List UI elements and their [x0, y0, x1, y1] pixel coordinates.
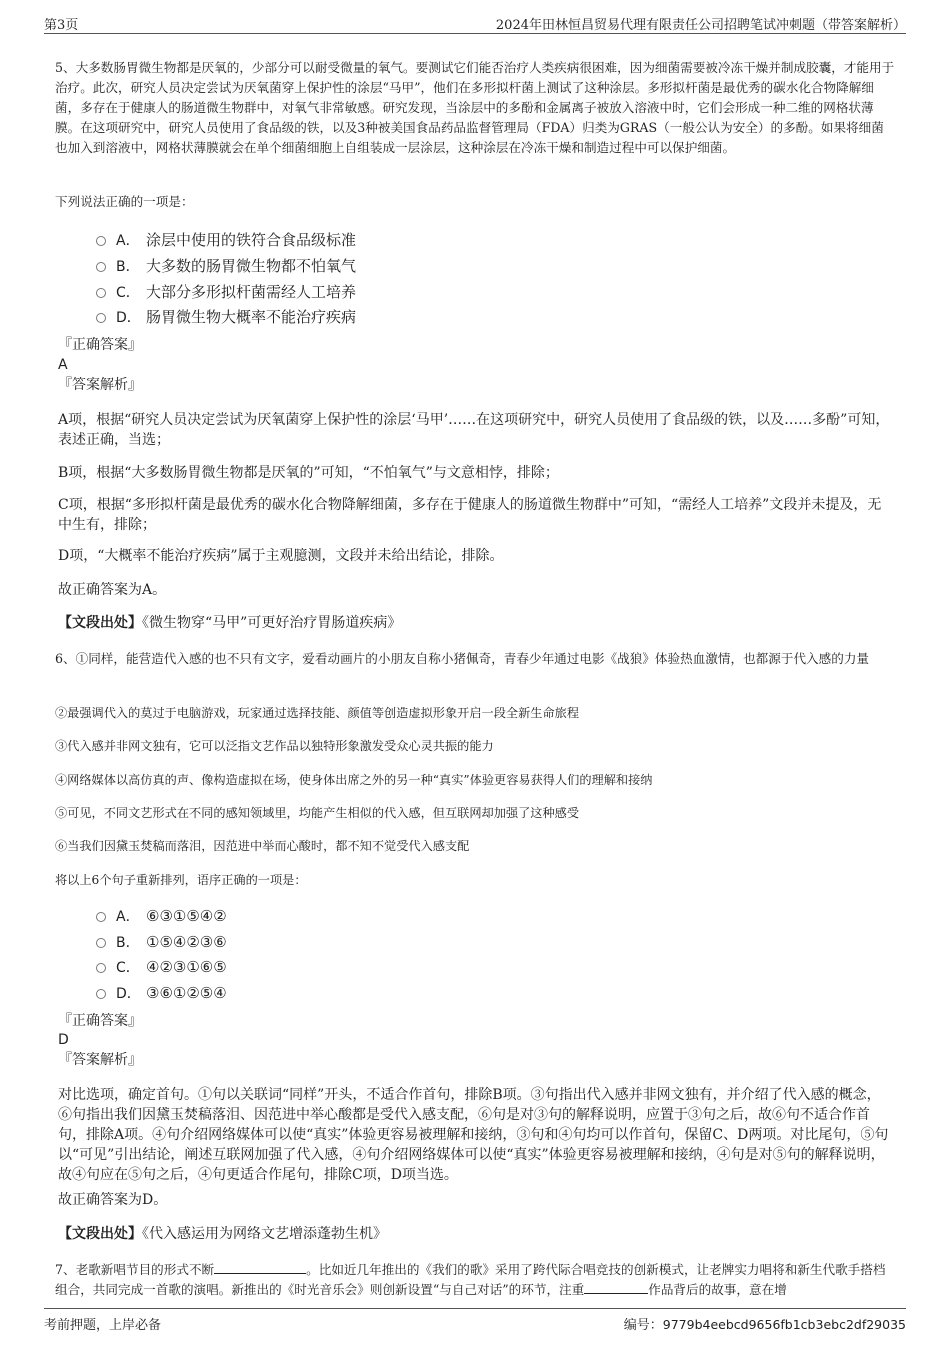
footer-slogan: 考前押题，上岸必备 — [44, 1318, 162, 1333]
q6-option-b[interactable]: B． ①⑤④②③⑥ — [96, 931, 227, 954]
q5-analysis-a: A项，根据“研究人员决定尝试为厌氧菌穿上保护性的涂层‘马甲’……在这项研究中，研究人员使用了食品级的铁，以及……多酚”可知，表述正确，当选； — [58, 412, 890, 448]
q5-option-a[interactable]: A． 涂层中使用的铁符合食品级标准 — [96, 229, 356, 252]
q7-blank-1 — [214, 1261, 306, 1274]
q5-conclusion: 故正确答案为A。 — [58, 582, 167, 598]
q6-option-d[interactable]: D． ③⑥①②⑤④ — [96, 982, 227, 1005]
q7-blank-2 — [584, 1281, 648, 1294]
q6-answer-label: 『正确答案』 — [58, 1013, 142, 1029]
page-header — [44, 14, 906, 34]
q6-sentence-3: ③代入感并非网文独有，它可以泛指文艺作品以独特形象激发受众心灵共振的能力 — [55, 739, 494, 753]
radio-button[interactable] — [96, 912, 106, 922]
q6-analysis: 对比选项，确定首句。①句以关联词“同样”开头，不适合作首句，排除B项。③句指出代入感并非网文独有，并介绍了代入感的概念，⑥句指出我们因黛玉焚稿落泪、因范进中举心酸都是受代入感支配，⑥句是对③句的解释说明，应置于③句之后，故⑥句不适合作首句，排除A项。④句介绍网络媒体可以使“真实”体验更容易被理解和接纳，③句和④句均可以作首句，保留C、D两项。对比尾句，⑤句以“可见”引出结论，阐述互联网加强了代入感，④句介绍网络媒体可以使“真实”体验更容易被理解和接纳，④句是对⑤句的解释说明，故④句应在⑤句之后，④句更适合作尾句，排除C项，D项当选。 — [58, 1087, 889, 1183]
header-divider — [44, 33, 906, 34]
q5-prompt: 下列说法正确的一项是： — [55, 194, 194, 209]
q5-source: 【文段出处】《微生物穿“马甲”可更好治疗胃肠道疾病》 — [58, 615, 402, 631]
q6-option-c[interactable]: C． ④②③①⑥⑤ — [96, 956, 227, 979]
radio-button[interactable] — [96, 313, 106, 323]
q6-source: 【文段出处】《代入感运用为网络文艺增添蓬勃生机》 — [58, 1226, 387, 1242]
q5-answer: A — [58, 357, 68, 373]
q6-stem: 6、①同样，能营造代入感的也不只有文字，爱看动画片的小朋友自称小猪佩奇，青春少年通过电影《战狼》体验热血激情，也都源于代入感的力量 — [55, 651, 870, 666]
q6-sentence-2: ②最强调代入的莫过于电脑游戏，玩家通过选择技能、颜值等创造虚拟形象开启一段全新生命旅程 — [55, 706, 580, 720]
q6-sentence-6: ⑥当我们因黛玉焚稿而落泪，因范进中举而心酸时，都不知不觉受代入感支配 — [55, 839, 470, 853]
q5-option-d[interactable]: D． 肠胃微生物大概率不能治疗疾病 — [96, 306, 356, 329]
radio-button[interactable] — [96, 938, 106, 948]
radio-button[interactable] — [96, 262, 106, 272]
q5-analysis-b: B项，根据“大多数肠胃微生物都是厌氧的”可知，“不怕氧气”与文意相悖，排除； — [58, 465, 559, 481]
q6-option-a[interactable]: A． ⑥③①⑤④② — [96, 905, 227, 928]
q6-prompt: 将以上6个句子重新排列，语序正确的一项是： — [55, 873, 307, 887]
document-code: 编号：9779b4eebcd9656fb1cb3ebc2df29035 — [623, 1317, 906, 1333]
radio-button[interactable] — [96, 288, 106, 298]
radio-button[interactable] — [96, 963, 106, 973]
q5-analysis-d: D项，“大概率不能治疗疾病”属于主观臆测，文段并未给出结论，排除。 — [58, 548, 504, 564]
q5-stem: 5、大多数肠胃微生物都是厌氧的，少部分可以耐受微量的氧气。要测试它们能否治疗人类疾病很困难，因为细菌需要被冷冻干燥并制成胶囊，才能用于治疗。此次，研究人员决定尝试为厌氧菌穿上保护性的涂层“马甲”，他们在多形拟杆菌上测试了这种涂层。多形拟杆菌是最优秀的碳水化合物降解细菌，多存在于健康人的肠道微生物群中，对氧气非常敏感。研究发现，当涂层中的多酚和金属离子被放入溶液中时，它们会形成一种二维的网格状薄膜。在这项研究中，研究人员使用了食品级的铁，以及3种被美国食品药品监督管理局（FDA）归类为GRAS（一般公认为安全）的多酚。如果将细菌也加入到溶液中，网格状薄膜就会在单个细菌细胞上自组装成一层涂层，这种涂层在冷冻干燥和制造过程中可以保护细菌。 — [55, 60, 895, 155]
q5-option-c[interactable]: C． 大部分多形拟杆菌需经人工培养 — [96, 281, 356, 304]
q6-analysis-label: 『答案解析』 — [58, 1052, 142, 1068]
q5-analysis-c: C项，根据“多形拟杆菌是最优秀的碳水化合物降解细菌，多存在于健康人的肠道微生物群中”可知，“需经人工培养”文段并未提及，无中生有，排除； — [58, 497, 882, 533]
q5-option-b[interactable]: B． 大多数的肠胃微生物都不怕氧气 — [96, 255, 356, 278]
page-number: 第3页 — [44, 18, 79, 33]
q7-stem: 7、老歌新唱节目的形式不断 。比如近几年推出的《我们的歌》采用了跨代际合唱竞技的创新模式，让老牌实力唱将和新生代歌手搭档组合，共同完成一首歌的演唱。新推出的《时光音乐会》则创新设置“与自己对话”的环节，注重 作品背后的故事，意在增 — [55, 1262, 886, 1297]
q6-sentence-4: ④网络媒体以高仿真的声、像构造虚拟在场，使身体出席之外的另一种“真实”体验更容易获得人们的理解和接纳 — [55, 773, 653, 787]
radio-button[interactable] — [96, 236, 106, 246]
radio-button[interactable] — [96, 989, 106, 999]
q5-answer-label: 『正确答案』 — [58, 337, 142, 353]
q6-sentence-5: ⑤可见，不同文艺形式在不同的感知领域里，均能产生相似的代入感，但互联网却加强了这种感受 — [55, 806, 580, 820]
footer-divider — [44, 1308, 906, 1309]
q5-analysis-label: 『答案解析』 — [58, 377, 142, 393]
q6-conclusion: 故正确答案为D。 — [58, 1192, 168, 1208]
document-title: 2024年田林恒昌贸易代理有限责任公司招聘笔试冲刺题（带答案解析） — [495, 18, 906, 33]
q6-answer: D — [58, 1032, 69, 1048]
